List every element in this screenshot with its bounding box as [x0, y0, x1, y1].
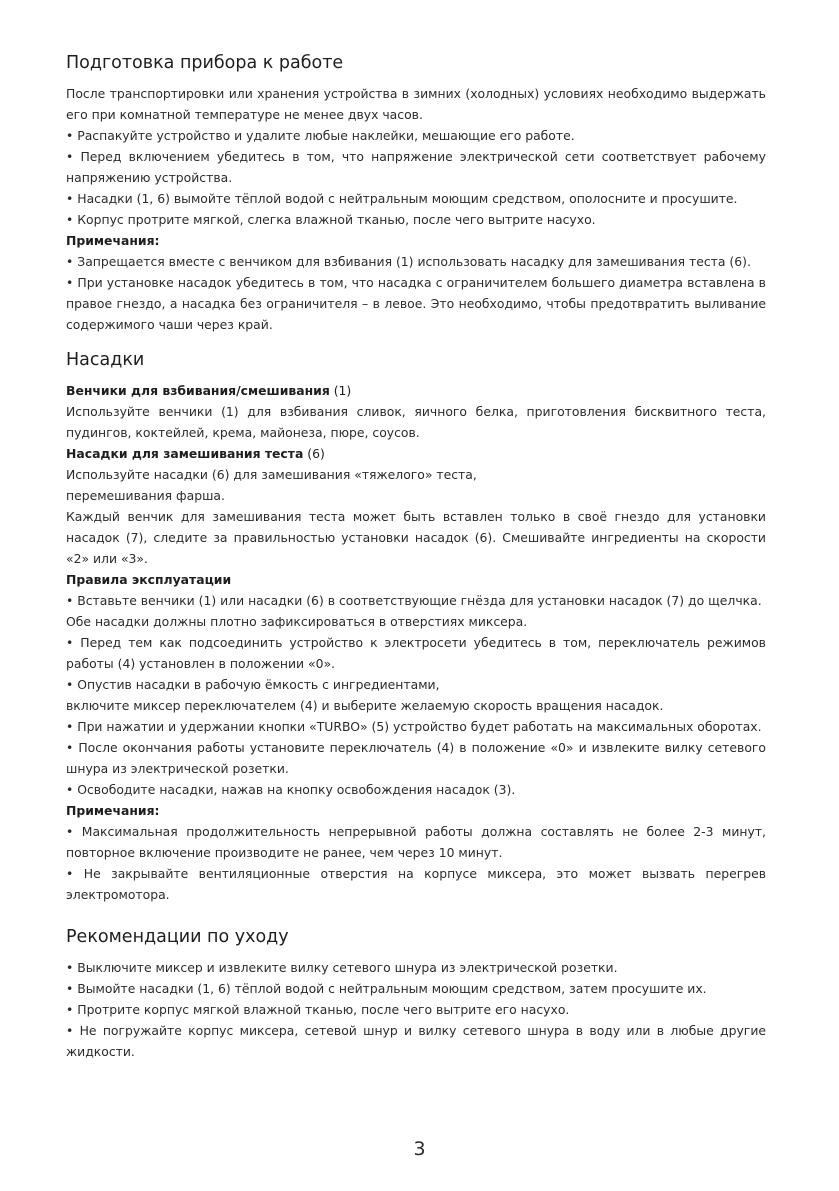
section-title-preparation: Подготовка прибора к работе: [66, 53, 344, 73]
rule-item: • Освободите насадки, нажав на кнопку освобождения насадок (3).: [66, 782, 516, 797]
care-item: • Протрите корпус мягкой влажной тканью, после чего вытрите его насухо.: [66, 1002, 570, 1017]
bullet-item: • Перед включением убедитесь в том, что напряжение электрической сети соответствует рабочему напряжению устройства.: [66, 149, 766, 185]
paragraph: перемешивания фарша.: [66, 488, 225, 503]
subheading-whisks-label: Венчики для взбивания/смешивания: [66, 383, 330, 398]
care-item: • Вымойте насадки (1, 6) тёплой водой с нейтральным моющим средством, затем просушите их.: [66, 981, 707, 996]
paragraph: Используйте венчики (1) для взбивания сливок, яичного белка, приготовления бисквитного теста, пудингов, коктейлей, крема, майонеза, пюре, соусов.: [66, 404, 766, 440]
subheading-dough-hooks: [66, 443, 766, 464]
note-item: • Не закрывайте вентиляционные отверстия на корпусе миксера, это может вызвать перегрев электромотора.: [66, 866, 766, 902]
care-item: • Не погружайте корпус миксера, сетевой шнур и вилку сетевого шнура в воду или в любые другие жидкости.: [66, 1023, 766, 1059]
note-item: • Максимальная продолжительность непрерывной работы должна составлять не более 2-3 минут, повторное включение производите не ранее, чем через 10 минут.: [66, 824, 766, 860]
page-number: 3: [413, 1138, 426, 1160]
subheading-whisks: [66, 380, 766, 401]
care-item: • Выключите миксер и извлеките вилку сетевого шнура из электрической розетки.: [66, 960, 618, 975]
section-title-care: Рекомендации по уходу: [66, 927, 289, 947]
note-item: • При установке насадок убедитесь в том, что насадка с ограничителем большего диаметра вставлена в правое гнездо, а насадка без ограничителя – в левое. Это необходимо, чтобы предотвратить выливание содержимого чаши через край.: [66, 275, 766, 332]
note-item: • Запрещается вместе с венчиком для взбивания (1) использовать насадку для замешивания теста (6).: [66, 254, 751, 269]
rule-item: • Опустив насадки в рабочую ёмкость с ингредиентами,: [66, 677, 440, 692]
subheading-operation-rules: Правила эксплуатации: [66, 572, 232, 587]
section-title-attachments: Насадки: [66, 350, 145, 370]
rule-item: включите миксер переключателем (4) и выберите желаемую скорость вращения насадок.: [66, 698, 664, 713]
bullet-item: • Насадки (1, 6) вымойте тёплой водой с нейтральным моющим средством, ополосните и просушите.: [66, 191, 738, 206]
document-page: [66, 52, 766, 1062]
notes-heading: Примечания:: [66, 233, 160, 248]
paragraph: Используйте насадки (6) для замешивания «тяжелого» теста,: [66, 467, 477, 482]
bullet-item: • Распакуйте устройство и удалите любые наклейки, мешающие его работе.: [66, 128, 575, 143]
rule-item: Обе насадки должны плотно зафиксироваться в отверстиях миксера.: [66, 614, 528, 629]
paragraph: После транспортировки или хранения устройства в зимних (холодных) условиях необходимо выдержать его при комнатной температуре не менее двух часов.: [66, 86, 766, 122]
rule-item: • Вставьте венчики (1) или насадки (6) в соответствующие гнёзда для установки насадок (7) до щелчка.: [66, 593, 762, 608]
notes-heading: Примечания:: [66, 803, 160, 818]
subheading-dough-label: Насадки для замешивания теста: [66, 446, 304, 461]
rule-item: • При нажатии и удержании кнопки «TURBO» (5) устройство будет работать на максимальных оборотах.: [66, 719, 762, 734]
rule-item: • Перед тем как подсоединить устройство к электросети убедитесь в том, переключатель режимов работы (4) установлен в положении «0».: [66, 635, 766, 671]
paragraph: Каждый венчик для замешивания теста может быть вставлен только в своё гнездо для установки насадок (7), следите за правильностью установки насадок (6). Смешивайте ингредиенты на скорости «2» или «3».: [66, 509, 766, 566]
rule-item: • После окончания работы установите переключатель (4) в положение «0» и извлеките вилку сетевого шнура из электрической розетки.: [66, 740, 766, 776]
subheading-whisks-number: (1): [329, 383, 352, 398]
subheading-dough-number: (6): [303, 446, 325, 461]
bullet-item: • Корпус протрите мягкой, слегка влажной тканью, после чего вытрите насухо.: [66, 212, 596, 227]
